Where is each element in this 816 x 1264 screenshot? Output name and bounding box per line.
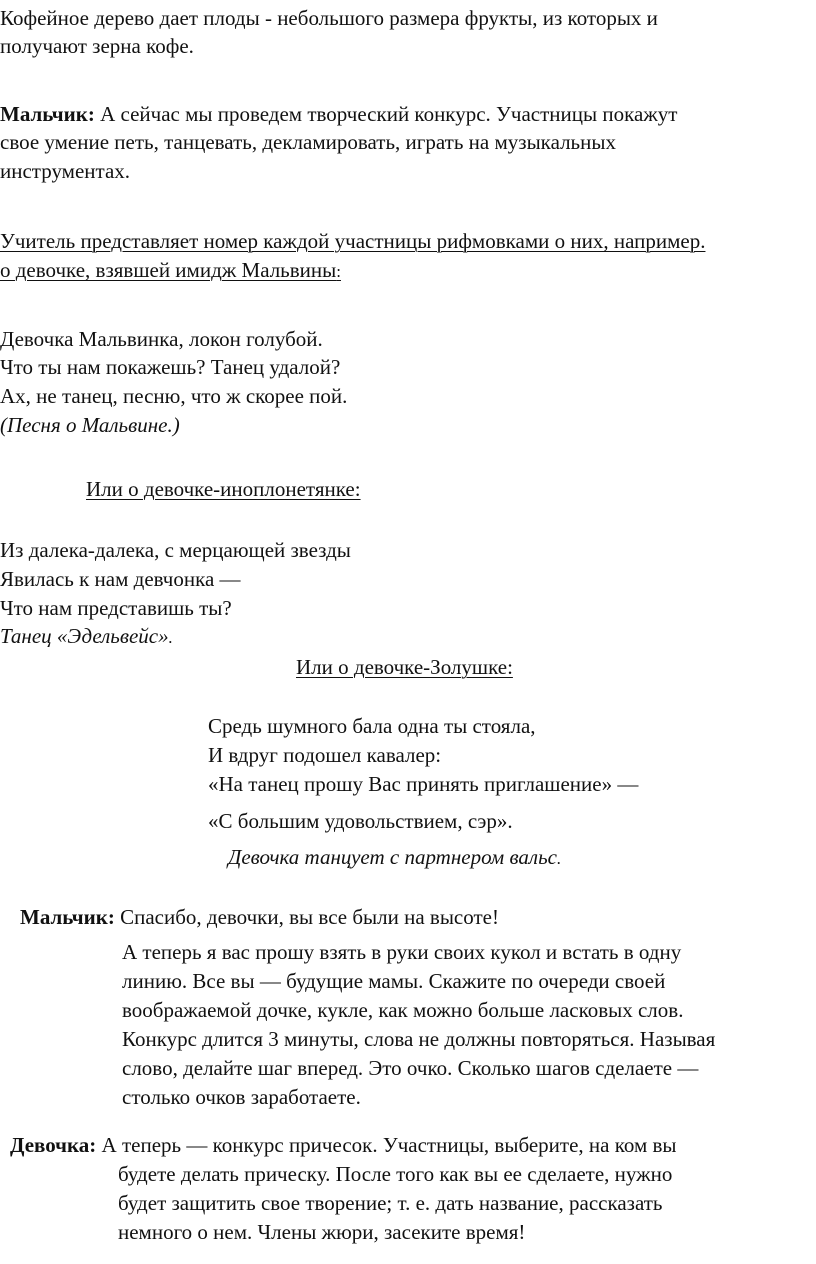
intro-line-2: получают зерна кофе. — [0, 34, 194, 58]
alien-poem-line-1: Из далека-далека, с мерцающей звезды — [0, 538, 351, 562]
cinderella-heading: Или о девочке-Золушке: — [296, 655, 513, 679]
cinderella-poem-note-text: Девочка танцует с партнером вальс — [228, 845, 557, 869]
teacher-note-text: о девочке, взявшей имидж Мальвины — [0, 258, 337, 282]
girl-hair-line-1 — [10, 1131, 677, 1159]
speech-text: А теперь — конкурс причесок. Участницы, выберите, на ком вы — [96, 1133, 677, 1157]
boy-thanks-line-3: линию. Все вы — будущие мамы. Скажите по очереди своей — [122, 969, 666, 993]
boy-thanks-line-4: воображаемой дочке, кукле, как можно больше ласковых слов. — [122, 998, 684, 1022]
speaker-label: Мальчик: — [20, 905, 115, 929]
boy-thanks-line-7: столько очков заработаете. — [122, 1085, 361, 1109]
boy-thanks-line-2: А теперь я вас прошу взять в руки своих кукол и встать в одну — [122, 940, 682, 964]
cinderella-poem-line-1: Средь шумного бала одна ты стояла, — [208, 714, 536, 738]
alien-poem-note — [0, 622, 173, 652]
cinderella-poem-note-period: . — [556, 849, 562, 868]
teacher-note-line-2 — [0, 256, 341, 286]
cinderella-poem-note — [228, 843, 561, 873]
alien-heading: Или о девочке-иноплонетянке: — [86, 477, 361, 501]
speech-text: А сейчас мы проведем творческий конкурс. Участницы покажут — [94, 102, 678, 126]
malvina-poem-note: (Песня о Мальвине.) — [0, 413, 180, 437]
teacher-note-colon: : — [336, 262, 341, 281]
girl-hair-line-4: немного о нем. Члены жюри, засеките время! — [118, 1220, 526, 1244]
cinderella-poem-line-3: «На танец прошу Вас принять приглашение» — — [208, 772, 639, 796]
teacher-note-line-1: Учитель представляет номер каждой участницы рифмовками о них, например. — [0, 229, 706, 253]
cinderella-poem-line-4: «С большим удовольствием, сэр». — [208, 809, 513, 833]
alien-poem-line-2: Явилась к нам девчонка — — [0, 567, 241, 591]
speaker-label: Девочка: — [10, 1133, 97, 1157]
malvina-poem-line-3: Ах, не танец, песню, что ж скорее пой. — [0, 384, 348, 408]
girl-hair-line-3: будет защитить свое творение; т. е. дать название, рассказать — [118, 1191, 663, 1215]
boy-contest-line-2: свое умение петь, танцевать, декламировать, играть на музыкальных — [0, 130, 616, 154]
speech-text: Спасибо, девочки, вы все были на высоте! — [114, 905, 499, 929]
boy-thanks-line-1 — [20, 903, 499, 931]
boy-thanks-line-5: Конкурс длится 3 минуты, слова не должны повторяться. Называя — [122, 1027, 716, 1051]
cinderella-poem-line-2: И вдруг подошел кавалер: — [208, 743, 442, 767]
boy-contest-line-3: инструментах. — [0, 159, 131, 183]
intro-line-1: Кофейное дерево дает плоды - небольшого размера фрукты, из которых и — [0, 6, 658, 30]
alien-poem-line-3: Что нам представишь ты? — [0, 596, 232, 620]
girl-hair-line-2: будете делать прическу. После того как вы ее сделаете, нужно — [118, 1162, 673, 1186]
alien-poem-note-text: Танец «Эдельвейс» — [0, 624, 169, 648]
boy-thanks-line-6: слово, делайте шаг вперед. Это очко. Сколько шагов сделаете — — [122, 1056, 699, 1080]
malvina-poem-line-1: Девочка Мальвинка, локон голубой. — [0, 327, 323, 351]
malvina-poem-line-2: Что ты нам покажешь? Танец удалой? — [0, 355, 341, 379]
alien-poem-note-period: . — [168, 628, 173, 647]
speaker-label: Мальчик: — [0, 102, 95, 126]
boy-contest-line-1 — [0, 100, 678, 128]
